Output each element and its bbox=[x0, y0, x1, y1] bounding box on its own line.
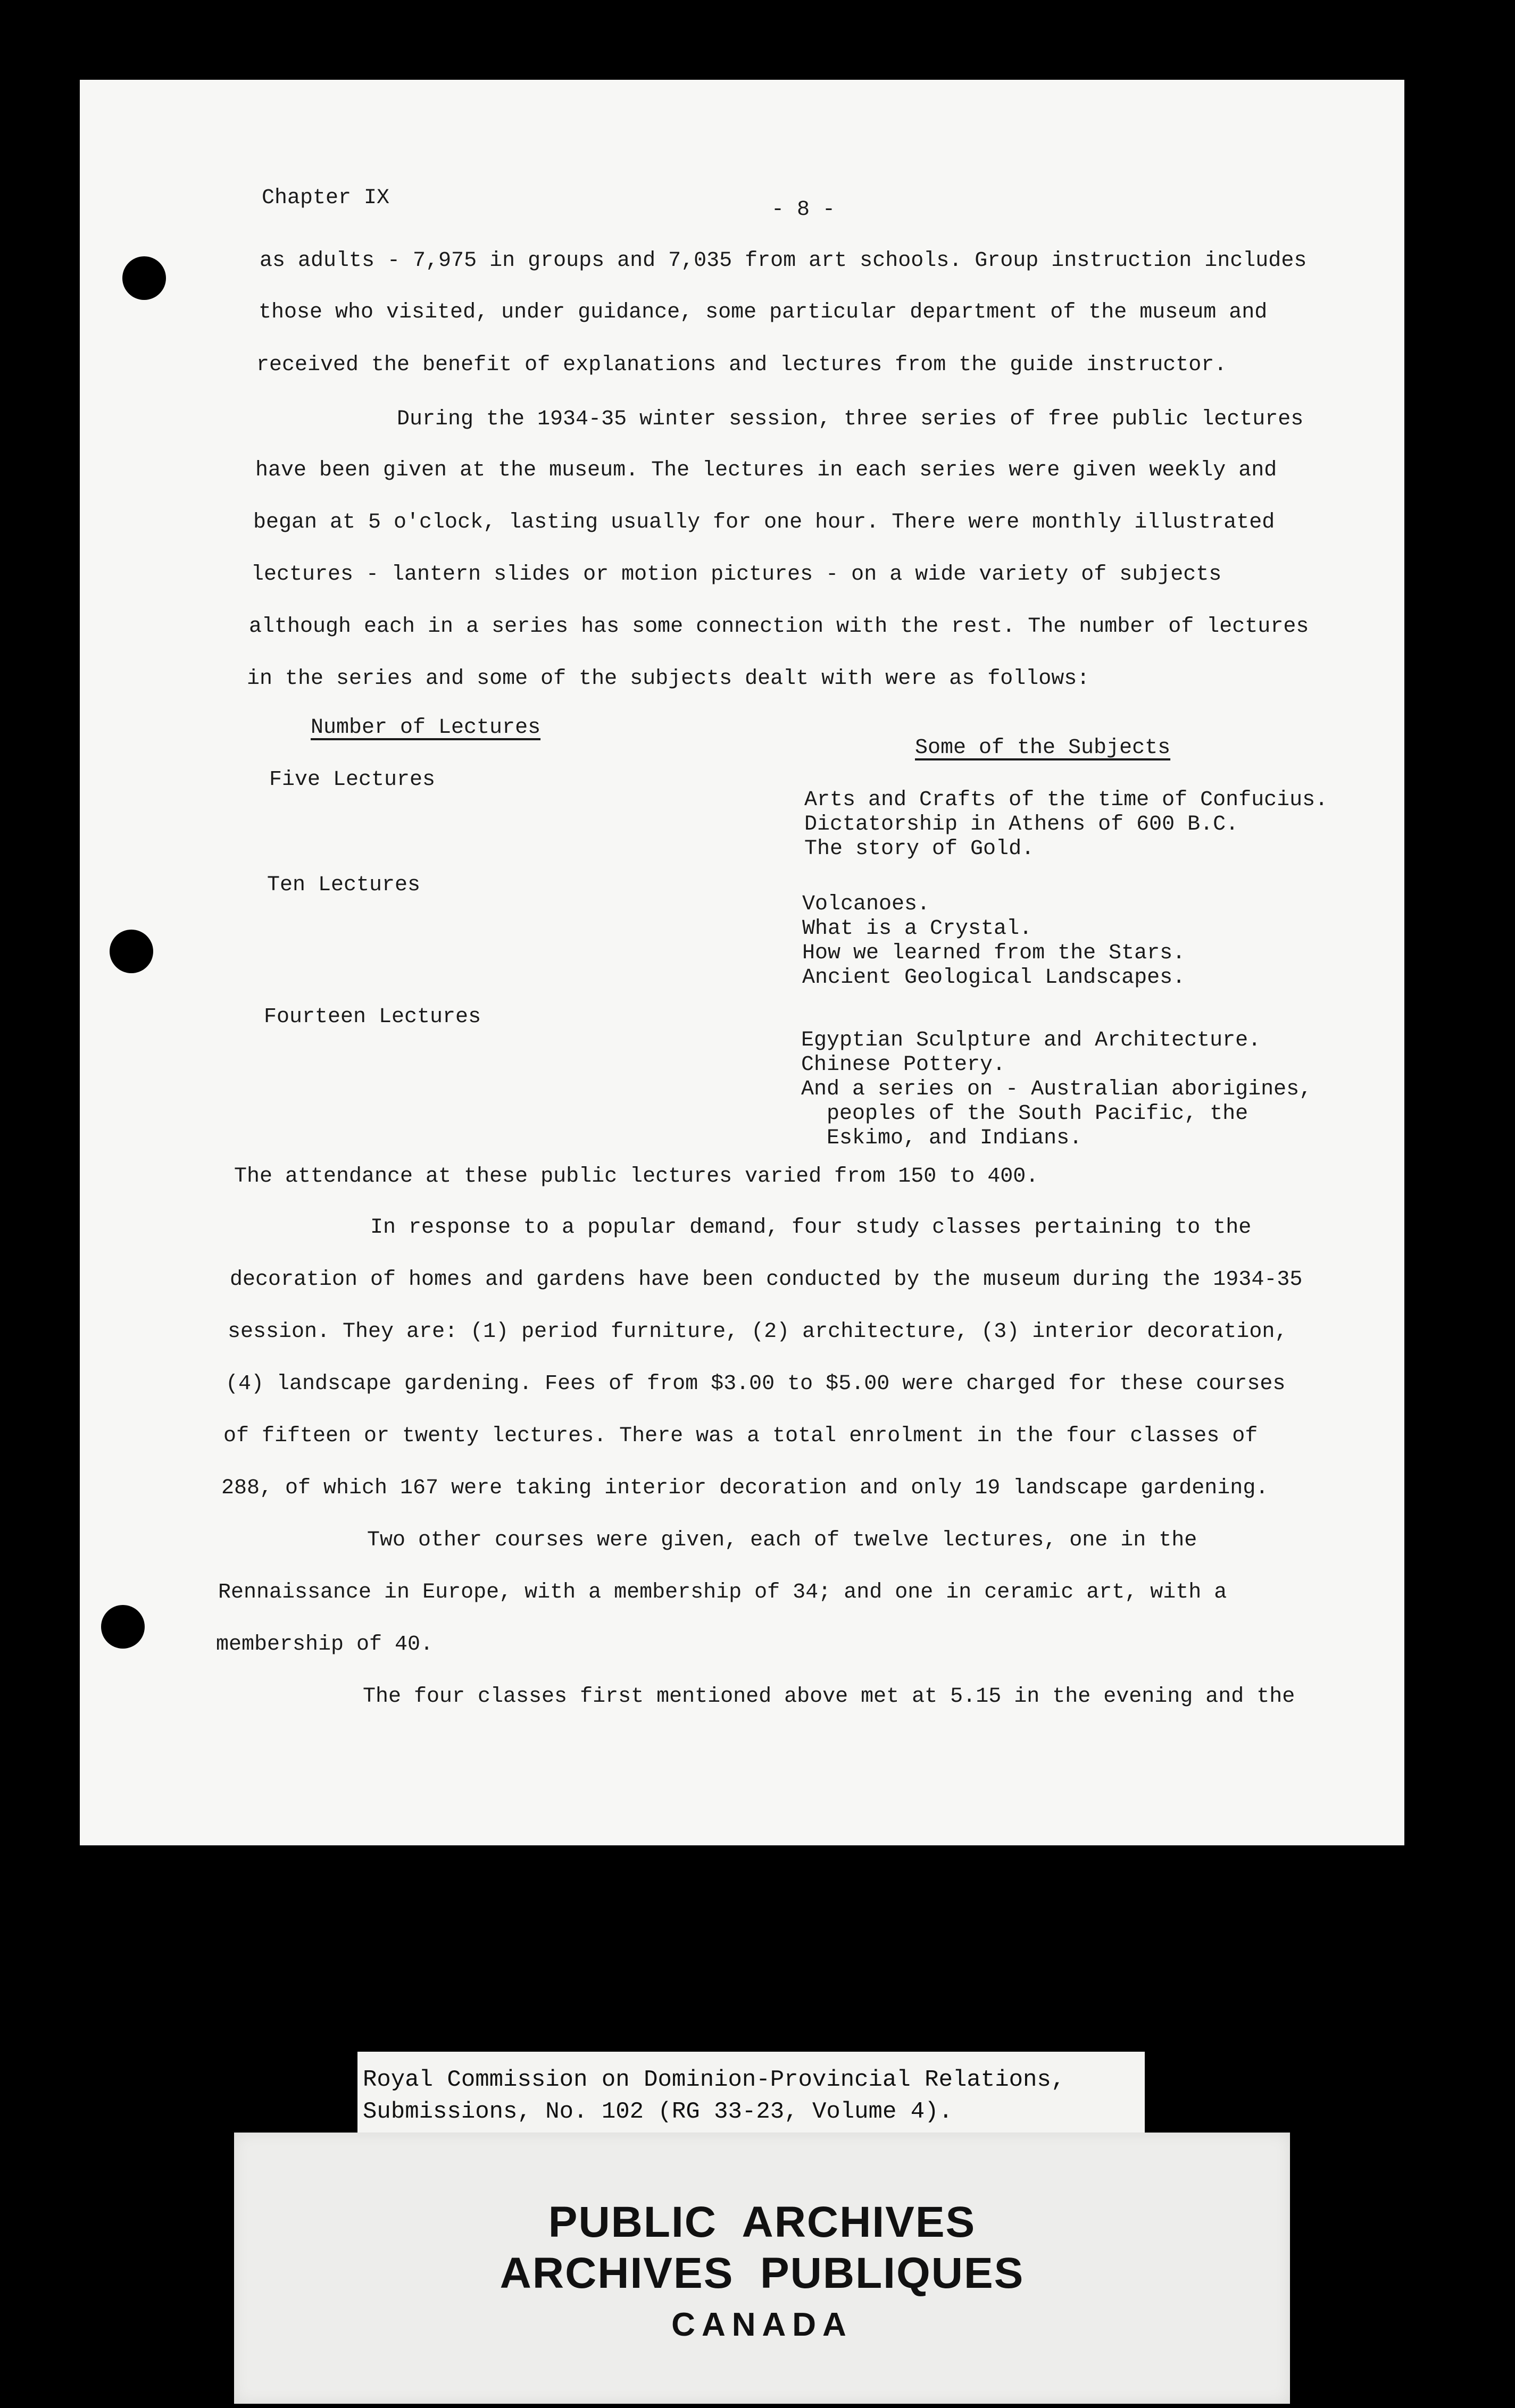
subject-item: Chinese Pottery. bbox=[801, 1053, 1006, 1077]
stamp-line-french: ARCHIVES PUBLIQUES bbox=[500, 2249, 1025, 2297]
text-line: Rennaissance in Europe, with a membership of 34; and one in ceramic art, with a bbox=[218, 1581, 1227, 1604]
table-header-count: Number of Lectures bbox=[311, 716, 541, 740]
text-line: lectures - lantern slides or motion pictures - on a wide variety of subjects bbox=[251, 563, 1222, 587]
lecture-count: Five Lectures bbox=[269, 768, 436, 792]
reference-slip bbox=[357, 2052, 1145, 2137]
subject-item: And a series on - Australian aborigines, bbox=[801, 1077, 1312, 1101]
subject-item: peoples of the South Pacific, the bbox=[801, 1102, 1248, 1126]
text-line: received the benefit of explanations and lectures from the guide instructor. bbox=[256, 353, 1227, 377]
page-number: - 8 - bbox=[771, 198, 836, 222]
subject-item: Egyptian Sculpture and Architecture. bbox=[801, 1029, 1261, 1052]
subject-item: How we learned from the Stars. bbox=[802, 941, 1186, 965]
stamp-line-english: PUBLIC ARCHIVES bbox=[548, 2198, 976, 2246]
subject-item: Arts and Crafts of the time of Confucius. bbox=[804, 788, 1328, 812]
text-line: decoration of homes and gardens have been conducted by the museum during the 1934-35 bbox=[230, 1268, 1303, 1292]
subject-item: Dictatorship in Athens of 600 B.C. bbox=[804, 813, 1239, 837]
text-line: In response to a popular demand, four study classes pertaining to the bbox=[370, 1216, 1252, 1240]
text-line: membership of 40. bbox=[216, 1633, 434, 1657]
text-line: session. They are: (1) period furniture, (2) architecture, (3) interior decoration, bbox=[228, 1320, 1288, 1344]
text-line: have been given at the museum. The lectures in each series were given weekly and bbox=[255, 458, 1277, 482]
text-line: although each in a series has some connection with the rest. The number of lectures bbox=[249, 615, 1309, 639]
reference-line: Royal Commission on Dominion-Provincial Relations, bbox=[363, 2067, 1066, 2093]
chapter-heading: Chapter IX bbox=[262, 186, 390, 210]
text-line: (4) landscape gardening. Fees of from $3.00 to $5.00 were charged for these courses bbox=[226, 1372, 1286, 1396]
punch-hole bbox=[110, 930, 153, 973]
stamp-line-country: CANADA bbox=[671, 2306, 853, 2343]
archives-stamp bbox=[234, 2133, 1290, 2404]
subject-item: What is a Crystal. bbox=[802, 917, 1033, 941]
text-line: of fifteen or twenty lectures. There was a total enrolment in the four classes of bbox=[223, 1424, 1258, 1448]
text-line: The four classes first mentioned above met at 5.15 in the evening and the bbox=[363, 1685, 1295, 1709]
text-line: The attendance at these public lectures varied from 150 to 400. bbox=[234, 1165, 1039, 1189]
text-line: 288, of which 167 were taking interior decoration and only 19 landscape gardening. bbox=[221, 1476, 1269, 1500]
punch-hole bbox=[101, 1605, 145, 1649]
document-page bbox=[80, 80, 1404, 1845]
punch-hole bbox=[122, 256, 166, 300]
text-line: in the series and some of the subjects dealt with were as follows: bbox=[247, 667, 1090, 691]
subject-item: Volcanoes. bbox=[802, 892, 930, 916]
subject-item: The story of Gold. bbox=[804, 837, 1035, 861]
subject-item: Ancient Geological Landscapes. bbox=[802, 966, 1186, 990]
table-header-subjects: Some of the Subjects bbox=[915, 736, 1171, 760]
reference-line: Submissions, No. 102 (RG 33-23, Volume 4). bbox=[363, 2098, 953, 2125]
text-line: those who visited, under guidance, some particular department of the museum and bbox=[259, 300, 1268, 324]
text-line: began at 5 o'clock, lasting usually for one hour. There were monthly illustrated bbox=[253, 511, 1275, 534]
text-line: During the 1934-35 winter session, three series of free public lectures bbox=[397, 407, 1304, 431]
text-line: Two other courses were given, each of twelve lectures, one in the bbox=[367, 1528, 1197, 1552]
lecture-count: Fourteen Lectures bbox=[264, 1005, 481, 1029]
subject-item: Eskimo, and Indians. bbox=[801, 1126, 1083, 1150]
text-line: as adults - 7,975 in groups and 7,035 from art schools. Group instruction includes bbox=[260, 249, 1307, 273]
lecture-count: Ten Lectures bbox=[267, 873, 421, 897]
